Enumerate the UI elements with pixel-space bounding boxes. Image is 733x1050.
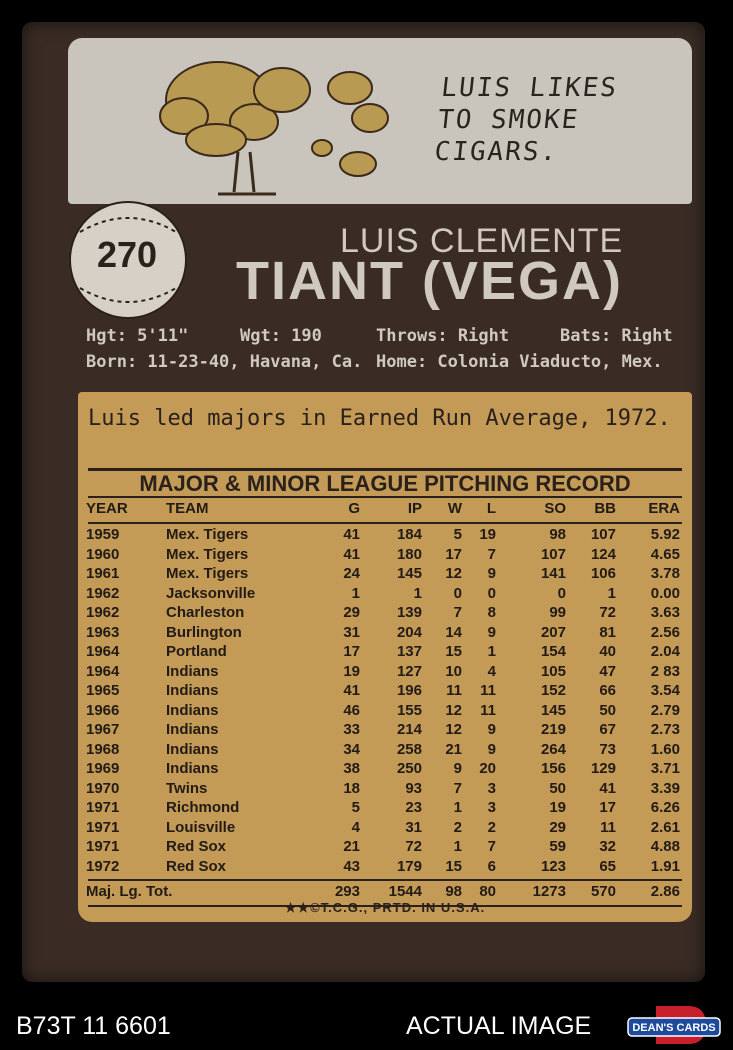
table-cell: 127 bbox=[396, 662, 422, 680]
totals-cell: 80 bbox=[479, 883, 496, 900]
column-header: W bbox=[447, 500, 462, 517]
table-cell: Jacksonville bbox=[166, 584, 256, 602]
table-cell: 250 bbox=[396, 760, 422, 777]
table-cell: 1964 bbox=[86, 643, 120, 660]
table-cell: 65 bbox=[599, 857, 616, 875]
table-cell: 12 bbox=[445, 565, 462, 582]
table-cell: 6.26 bbox=[650, 799, 680, 816]
card-id-label: B73T 11 6601 bbox=[16, 1012, 171, 1040]
table-row bbox=[78, 741, 692, 761]
table-cell: Indians bbox=[166, 740, 219, 758]
card-number: 270 bbox=[96, 234, 158, 275]
card-back bbox=[22, 22, 705, 982]
table-cell: 1.60 bbox=[650, 740, 680, 758]
table-cell: 1964 bbox=[86, 662, 120, 680]
bio-height: Hgt: 5'11" bbox=[86, 326, 189, 346]
table-cell: 1962 bbox=[86, 604, 120, 621]
table-cell: 4.88 bbox=[650, 838, 680, 855]
table-cell: 21 bbox=[445, 740, 462, 758]
cartoon-caption bbox=[433, 72, 683, 168]
table-cell: Indians bbox=[166, 662, 219, 680]
bio-home: Home: Colonia Viaducto, Mex. bbox=[376, 352, 663, 372]
table-cell: 1.91 bbox=[650, 857, 680, 875]
table-cell: 50 bbox=[549, 779, 566, 797]
table-cell: 11 bbox=[480, 701, 496, 719]
table-cell: 1 bbox=[453, 799, 462, 816]
table-cell: Burlington bbox=[166, 623, 242, 641]
table-cell: 1971 bbox=[86, 818, 120, 836]
bio-born: Born: 11-23-40, Havana, Ca. bbox=[86, 352, 363, 372]
table-cell: 10 bbox=[445, 662, 462, 680]
table-cell: Indians bbox=[166, 701, 219, 719]
table-cell: Twins bbox=[166, 779, 208, 797]
table-cell: 2.79 bbox=[650, 701, 680, 719]
table-cell: 15 bbox=[445, 857, 462, 875]
table-cell: 107 bbox=[540, 545, 566, 563]
deans-cards-logo bbox=[626, 1002, 722, 1048]
table-cell: 180 bbox=[396, 545, 422, 563]
table-cell: 1965 bbox=[86, 682, 120, 699]
table-cell: 73 bbox=[599, 740, 616, 758]
table-cell: 5 bbox=[453, 526, 462, 543]
table-cell: 129 bbox=[590, 760, 616, 777]
table-cell: 0 bbox=[487, 584, 496, 602]
table-cell: 31 bbox=[343, 623, 360, 641]
table-cell: 124 bbox=[590, 545, 616, 563]
table-cell: Red Sox bbox=[166, 857, 227, 875]
column-header: TEAM bbox=[166, 500, 209, 517]
table-cell: 7 bbox=[453, 779, 462, 797]
record-panel bbox=[78, 392, 692, 922]
cartoon-caption-line: LUIS LIKES bbox=[439, 73, 620, 103]
table-cell: 24 bbox=[343, 565, 360, 582]
table-cell: 43 bbox=[343, 857, 360, 875]
table-cell: 1966 bbox=[86, 701, 120, 719]
table-cell: Red Sox bbox=[166, 838, 227, 855]
table-cell: 1959 bbox=[86, 526, 120, 543]
table-cell: 196 bbox=[396, 682, 422, 699]
table-cell: 137 bbox=[396, 643, 422, 660]
career-highlight: Luis led majors in Earned Run Average, 1972. bbox=[88, 406, 671, 431]
table-cell: 20 bbox=[479, 760, 496, 777]
column-header: L bbox=[486, 500, 496, 517]
table-cell: Indians bbox=[166, 760, 219, 777]
record-title: MAJOR & MINOR LEAGUE PITCHING RECORD bbox=[88, 468, 682, 497]
table-row bbox=[78, 721, 692, 741]
divider bbox=[88, 879, 682, 881]
table-cell: Portland bbox=[166, 643, 227, 660]
table-cell: 7 bbox=[487, 545, 496, 563]
table-cell: 9 bbox=[487, 740, 496, 758]
table-cell: 1970 bbox=[86, 779, 120, 797]
column-header: SO bbox=[544, 500, 566, 517]
table-cell: 3.39 bbox=[650, 779, 680, 797]
totals-cell: 570 bbox=[590, 883, 616, 900]
table-row bbox=[78, 624, 692, 644]
table-cell: 6 bbox=[487, 857, 496, 875]
table-cell: 7 bbox=[453, 604, 462, 621]
table-cell: 0 bbox=[453, 584, 462, 602]
bio-weight: Wgt: 190 bbox=[240, 326, 322, 346]
table-cell: 145 bbox=[396, 565, 422, 582]
table-cell: 4.65 bbox=[650, 545, 680, 563]
table-cell: 1963 bbox=[86, 623, 120, 641]
table-cell: Mex. Tigers bbox=[166, 526, 249, 543]
player-last-name: TIANT (VEGA) bbox=[236, 251, 623, 311]
table-cell: 9 bbox=[453, 760, 462, 777]
table-cell: 1 bbox=[413, 584, 422, 602]
table-row bbox=[78, 526, 692, 546]
copyright-line: ★★©T.C.G., PRTD. IN U.S.A. bbox=[284, 900, 486, 915]
table-cell: 15 bbox=[445, 643, 462, 660]
table-cell: 23 bbox=[405, 799, 422, 816]
table-cell: 0 bbox=[557, 584, 566, 602]
cigar-smoke-cartoon bbox=[68, 38, 428, 204]
table-cell: 5.92 bbox=[650, 526, 680, 543]
bio-throws: Throws: Right bbox=[376, 326, 510, 346]
column-header: BB bbox=[594, 500, 616, 517]
table-cell: 72 bbox=[599, 604, 616, 621]
table-cell: 17 bbox=[343, 643, 360, 660]
table-cell: 32 bbox=[599, 838, 616, 855]
table-cell: 14 bbox=[445, 623, 462, 641]
table-cell: Indians bbox=[166, 682, 219, 699]
table-cell: 154 bbox=[540, 643, 566, 660]
table-cell: 41 bbox=[343, 682, 360, 699]
table-cell: 3 bbox=[487, 799, 496, 816]
table-cell: 0.00 bbox=[650, 584, 680, 602]
table-cell: 1971 bbox=[86, 799, 120, 816]
table-cell: 19 bbox=[479, 526, 496, 543]
table-cell: 41 bbox=[599, 779, 616, 797]
table-cell: 156 bbox=[540, 760, 566, 777]
player-first-names: LUIS CLEMENTE bbox=[340, 222, 624, 260]
table-cell: 145 bbox=[540, 701, 566, 719]
table-cell: 219 bbox=[540, 721, 566, 738]
table-cell: Mex. Tigers bbox=[166, 545, 249, 563]
column-header: YEAR bbox=[86, 500, 128, 517]
table-cell: 4 bbox=[351, 818, 360, 836]
table-cell: 41 bbox=[343, 526, 360, 543]
table-cell: 1971 bbox=[86, 838, 120, 855]
column-header: G bbox=[348, 500, 360, 517]
table-cell: Louisville bbox=[166, 818, 236, 836]
table-cell: 1 bbox=[453, 838, 462, 855]
table-cell: 98 bbox=[549, 526, 566, 543]
table-cell: 141 bbox=[540, 565, 566, 582]
bio-bats: Bats: Right bbox=[560, 326, 673, 346]
table-cell: 11 bbox=[600, 818, 616, 836]
cartoon-caption-line: CIGARS. bbox=[433, 137, 560, 167]
table-cell: 46 bbox=[343, 701, 360, 719]
table-cell: 2.04 bbox=[650, 643, 680, 660]
column-header: IP bbox=[407, 500, 422, 517]
table-cell: 99 bbox=[549, 604, 566, 621]
table-cell: 11 bbox=[480, 682, 496, 699]
table-cell: 204 bbox=[396, 623, 422, 641]
table-cell: 9 bbox=[487, 721, 496, 738]
table-cell: 19 bbox=[549, 799, 566, 816]
table-cell: 38 bbox=[343, 760, 360, 777]
table-cell: 40 bbox=[599, 643, 616, 660]
table-cell: 3.63 bbox=[650, 604, 680, 621]
table-cell: 258 bbox=[396, 740, 422, 758]
table-cell: 155 bbox=[396, 701, 422, 719]
table-cell: 93 bbox=[405, 779, 422, 797]
divider bbox=[88, 522, 682, 524]
table-cell: 9 bbox=[487, 623, 496, 641]
table-cell: 1961 bbox=[86, 565, 120, 582]
table-cell: 12 bbox=[445, 701, 462, 719]
table-row bbox=[78, 819, 692, 839]
table-cell: Charleston bbox=[166, 604, 245, 621]
table-cell: 29 bbox=[549, 818, 566, 836]
table-cell: 2 bbox=[453, 818, 462, 836]
table-cell: 214 bbox=[396, 721, 422, 738]
table-cell: 1962 bbox=[86, 584, 120, 602]
table-cell: 107 bbox=[590, 526, 616, 543]
divider bbox=[88, 496, 682, 498]
table-cell: 72 bbox=[405, 838, 422, 855]
table-cell: 2 bbox=[487, 818, 496, 836]
table-cell: Richmond bbox=[166, 799, 240, 816]
table-cell: 29 bbox=[343, 604, 360, 621]
table-row bbox=[78, 858, 692, 878]
table-row bbox=[78, 585, 692, 605]
table-cell: Indians bbox=[166, 721, 219, 738]
table-cell: 3.78 bbox=[650, 565, 680, 582]
table-cell: 105 bbox=[540, 662, 566, 680]
actual-image-label: ACTUAL IMAGE bbox=[406, 1012, 592, 1040]
table-cell: 18 bbox=[343, 779, 360, 797]
table-cell: 9 bbox=[487, 565, 496, 582]
table-cell: 1968 bbox=[86, 740, 120, 758]
table-cell: 21 bbox=[343, 838, 360, 855]
column-header: ERA bbox=[648, 500, 680, 517]
totals-cell: 1273 bbox=[532, 883, 566, 900]
table-cell: 207 bbox=[540, 623, 566, 641]
table-cell: 152 bbox=[540, 682, 566, 699]
table-cell: 1969 bbox=[86, 760, 120, 777]
table-cell: Mex. Tigers bbox=[166, 565, 249, 582]
table-cell: 179 bbox=[396, 857, 422, 875]
table-cell: 81 bbox=[599, 623, 616, 641]
table-row bbox=[78, 565, 692, 585]
totals-cell: 98 bbox=[445, 883, 462, 900]
table-cell: 1 bbox=[487, 643, 496, 660]
table-cell: 1967 bbox=[86, 721, 120, 738]
table-cell: 3.71 bbox=[650, 760, 680, 777]
table-cell: 2 83 bbox=[650, 662, 680, 680]
totals-label: Maj. Lg. Tot. bbox=[86, 883, 173, 900]
logo-text: DEAN'S CARDS bbox=[632, 1022, 716, 1034]
cartoon-panel bbox=[68, 38, 692, 204]
table-row bbox=[78, 799, 692, 819]
table-cell: 19 bbox=[343, 662, 360, 680]
table-cell: 11 bbox=[446, 682, 462, 699]
table-row bbox=[78, 643, 692, 663]
table-cell: 1960 bbox=[86, 545, 120, 563]
table-cell: 34 bbox=[343, 740, 360, 758]
table-row bbox=[78, 604, 692, 624]
totals-cell: 1544 bbox=[388, 883, 422, 900]
table-cell: 33 bbox=[343, 721, 360, 738]
table-row bbox=[78, 663, 692, 683]
table-cell: 2.56 bbox=[650, 623, 680, 641]
table-cell: 3.54 bbox=[650, 682, 680, 699]
table-cell: 47 bbox=[599, 662, 616, 680]
table-row bbox=[78, 702, 692, 722]
table-cell: 106 bbox=[590, 565, 616, 582]
table-cell: 31 bbox=[405, 818, 422, 836]
table-cell: 1 bbox=[607, 584, 616, 602]
table-cell: 123 bbox=[540, 857, 566, 875]
table-cell: 8 bbox=[487, 604, 496, 621]
table-row bbox=[78, 546, 692, 566]
table-cell: 17 bbox=[445, 545, 462, 563]
table-cell: 50 bbox=[599, 701, 616, 719]
table-row bbox=[78, 838, 692, 858]
table-cell: 1 bbox=[351, 584, 360, 602]
table-cell: 184 bbox=[396, 526, 422, 543]
table-cell: 264 bbox=[540, 740, 566, 758]
table-cell: 66 bbox=[599, 682, 616, 699]
table-cell: 17 bbox=[599, 799, 616, 816]
table-row bbox=[78, 780, 692, 800]
table-cell: 5 bbox=[351, 799, 360, 816]
table-cell: 67 bbox=[599, 721, 616, 738]
table-cell: 41 bbox=[343, 545, 360, 563]
table-cell: 2.73 bbox=[650, 721, 680, 738]
table-cell: 59 bbox=[549, 838, 566, 855]
cartoon-caption-line: TO SMOKE bbox=[436, 105, 581, 135]
table-cell: 3 bbox=[487, 779, 496, 797]
table-row bbox=[78, 682, 692, 702]
table-cell: 12 bbox=[445, 721, 462, 738]
table-cell: 2.61 bbox=[650, 818, 680, 836]
totals-cell: 2.86 bbox=[650, 883, 680, 900]
table-row bbox=[78, 760, 692, 780]
totals-cell: 293 bbox=[334, 883, 360, 900]
table-cell: 4 bbox=[487, 662, 496, 680]
table-cell: 1972 bbox=[86, 857, 120, 875]
table-header-row bbox=[78, 500, 692, 520]
table-cell: 139 bbox=[396, 604, 422, 621]
table-cell: 7 bbox=[487, 838, 496, 855]
